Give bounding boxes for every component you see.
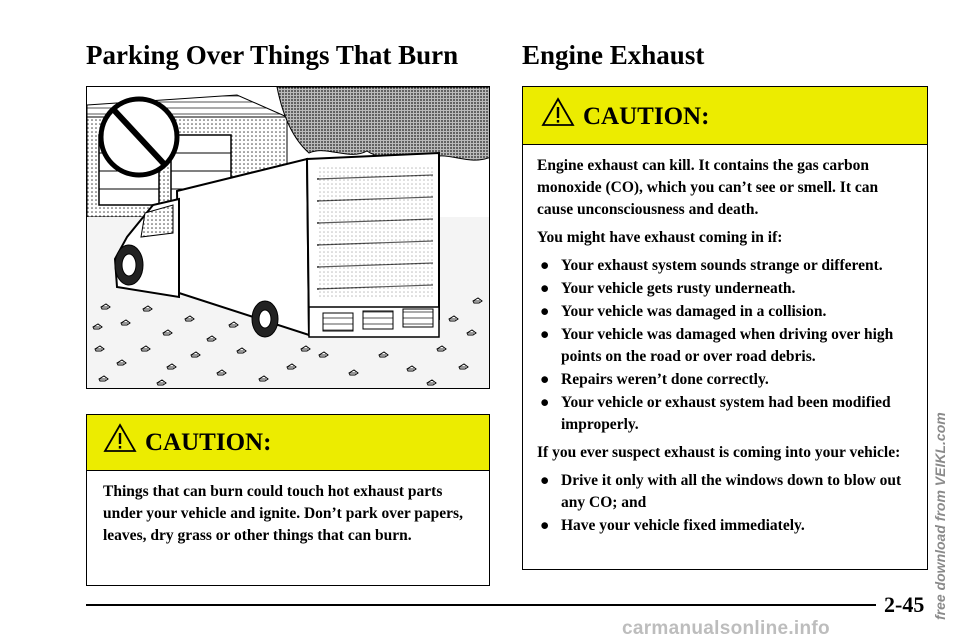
- caution-box-engine-exhaust: [522, 86, 928, 570]
- bullet-icon: ●: [540, 371, 550, 388]
- warning-triangle-icon: [541, 97, 575, 127]
- caution-box-parking: [86, 414, 490, 586]
- list-item: ● Drive it only with all the windows down to blow out any CO; and: [540, 472, 902, 511]
- warning-triangle-icon: [103, 423, 137, 453]
- caution-title: CAUTION:: [583, 103, 710, 130]
- list-item: ● Your vehicle gets rusty underneath.: [537, 278, 915, 300]
- list-item: ● Your vehicle or exhaust system had been modified improperly.: [540, 394, 891, 433]
- caution-text: Things that can burn could touch hot exhaust parts under your vehicle and ignite. Don’t park over papers, leaves, dry grass or other things that can burn.: [103, 483, 463, 544]
- caution-body: [523, 145, 927, 537]
- bullet-icon: ●: [540, 394, 550, 411]
- watermark-side: free download from VEIKL.com: [932, 412, 948, 620]
- list-item: ● Have your vehicle fixed immediately.: [537, 515, 915, 537]
- caution-header: [87, 415, 489, 471]
- section-heading-engine-exhaust: Engine Exhaust: [522, 40, 705, 70]
- list-item: ● Repairs weren’t done correctly.: [537, 369, 915, 391]
- bullet-icon: ●: [540, 280, 550, 297]
- watermark-bottom: carmanualsonline.info: [622, 618, 830, 639]
- list-item: ● Your vehicle was damaged when driving over high points on the road or over road debris.: [540, 326, 894, 365]
- bullet-icon: ●: [540, 517, 550, 534]
- caution-intro: Engine exhaust can kill. It contains the gas carbon monoxide (CO), which you can’t see or smell. It can cause unconsciousness and death.: [537, 157, 879, 218]
- bullet-icon: ●: [540, 303, 550, 320]
- list-item: ● Your exhaust system sounds strange or different.: [537, 255, 915, 277]
- page-number: 2-45: [884, 592, 925, 617]
- caution-suspect-intro: If you ever suspect exhaust is coming into your vehicle:: [537, 444, 901, 461]
- exhaust-actions-list: [537, 470, 915, 537]
- truck-over-leaves-illustration: [86, 86, 490, 389]
- section-heading-parking: Parking Over Things That Burn: [86, 40, 459, 70]
- bullet-icon: ●: [540, 257, 550, 274]
- footer-rule: [86, 604, 876, 606]
- caution-header: [523, 87, 927, 145]
- bullet-icon: ●: [540, 472, 550, 489]
- exhaust-signs-list: [537, 255, 915, 436]
- bullet-icon: ●: [540, 326, 550, 343]
- caution-body: [87, 471, 489, 547]
- caution-title: CAUTION:: [145, 429, 272, 456]
- list-item: ● Your vehicle was damaged in a collision.: [537, 301, 915, 323]
- caution-list-intro: You might have exhaust coming in if:: [537, 229, 783, 246]
